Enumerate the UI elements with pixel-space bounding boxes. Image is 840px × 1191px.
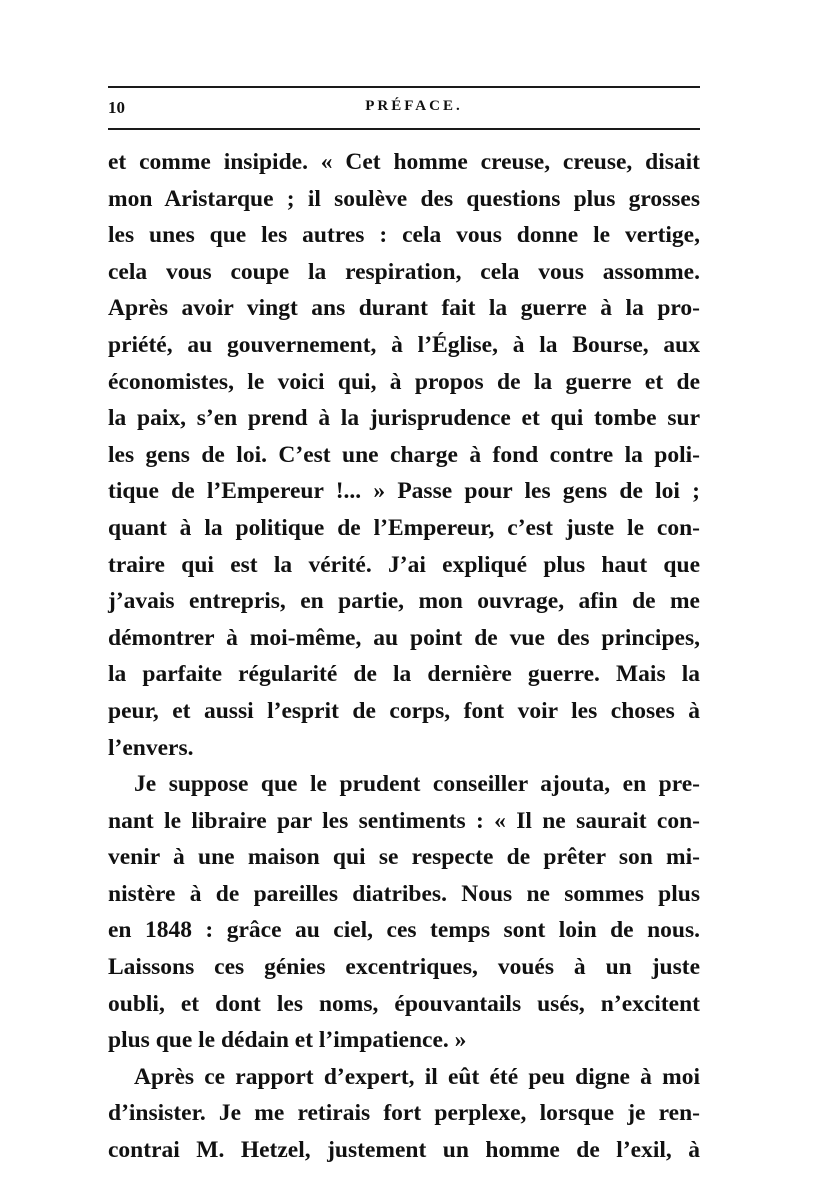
header-rule-top [108, 86, 700, 88]
text-line: plus que le dédain et l’impatience. » [108, 1027, 467, 1054]
text-line: les gens de loi. C’est une charge à fond contre la poli- [108, 441, 700, 468]
text-line: cela vous coupe la respiration, cela vous assomme. [108, 258, 700, 285]
text-line: démontrer à moi-même, au point de vue des principes, [108, 624, 700, 651]
text-line: Laissons ces génies excentriques, voués à un juste [108, 954, 700, 981]
text-line: les unes que les autres : cela vous donne le vertige, [108, 222, 700, 249]
text-line: peur, et aussi l’esprit de corps, font voir les choses à [108, 697, 700, 724]
header-rule-bottom [108, 128, 700, 130]
text-line: et comme insipide. « Cet homme creuse, creuse, disait [108, 149, 700, 175]
text-line: j’avais entrepris, en partie, mon ouvrage, afin de me [108, 588, 700, 615]
paragraph-2 [108, 766, 700, 1059]
text-line: contrai M. Hetzel, justement un homme de l’exil, à [108, 1137, 700, 1164]
text-line: traire qui est la vérité. J’ai expliqué plus haut que [108, 551, 700, 578]
text-line: la paix, s’en prend à la jurisprudence et qui tombe sur [108, 405, 700, 432]
text-line: nant le libraire par les sentiments : « Il ne saurait con- [108, 807, 700, 834]
text-line: tique de l’Empereur !... » Passe pour les gens de loi ; [108, 478, 700, 505]
paragraph-1 [108, 144, 700, 766]
text-line: d’insister. Je me retirais fort perplexe, lorsque je ren- [108, 1100, 700, 1127]
text-line: économistes, le voici qui, à propos de la guerre et de [108, 368, 700, 395]
running-title: PRÉFACE. [365, 98, 463, 114]
body-text [108, 144, 700, 1169]
page-header [108, 98, 700, 122]
text-line: nistère à de pareilles diatribes. Nous ne sommes plus [108, 880, 700, 907]
text-line: l’envers. [108, 734, 194, 761]
text-line: en 1848 : grâce au ciel, ces temps sont loin de nous. [108, 917, 700, 944]
text-line: Je suppose que le prudent conseiller ajouta, en pre- [134, 771, 700, 798]
text-line: quant à la politique de l’Empereur, c’est juste le con- [108, 514, 700, 541]
text-line: venir à une maison qui se respecte de prêter son mi- [108, 844, 700, 871]
page-number: 10 [108, 98, 125, 117]
text-line: oubli, et dont les noms, épouvantails usés, n’excitent [108, 990, 700, 1017]
paragraph-3 [108, 1059, 700, 1169]
text-line: la parfaite régularité de la dernière guerre. Mais la [108, 661, 700, 688]
text-line: Après avoir vingt ans durant fait la guerre à la pro- [108, 295, 700, 322]
text-line: Après ce rapport d’expert, il eût été peu digne à moi [134, 1063, 700, 1090]
text-line: mon Aristarque ; il soulève des questions plus grosses [108, 185, 700, 212]
text-line: priété, au gouvernement, à l’Église, à la Bourse, aux [108, 331, 700, 358]
